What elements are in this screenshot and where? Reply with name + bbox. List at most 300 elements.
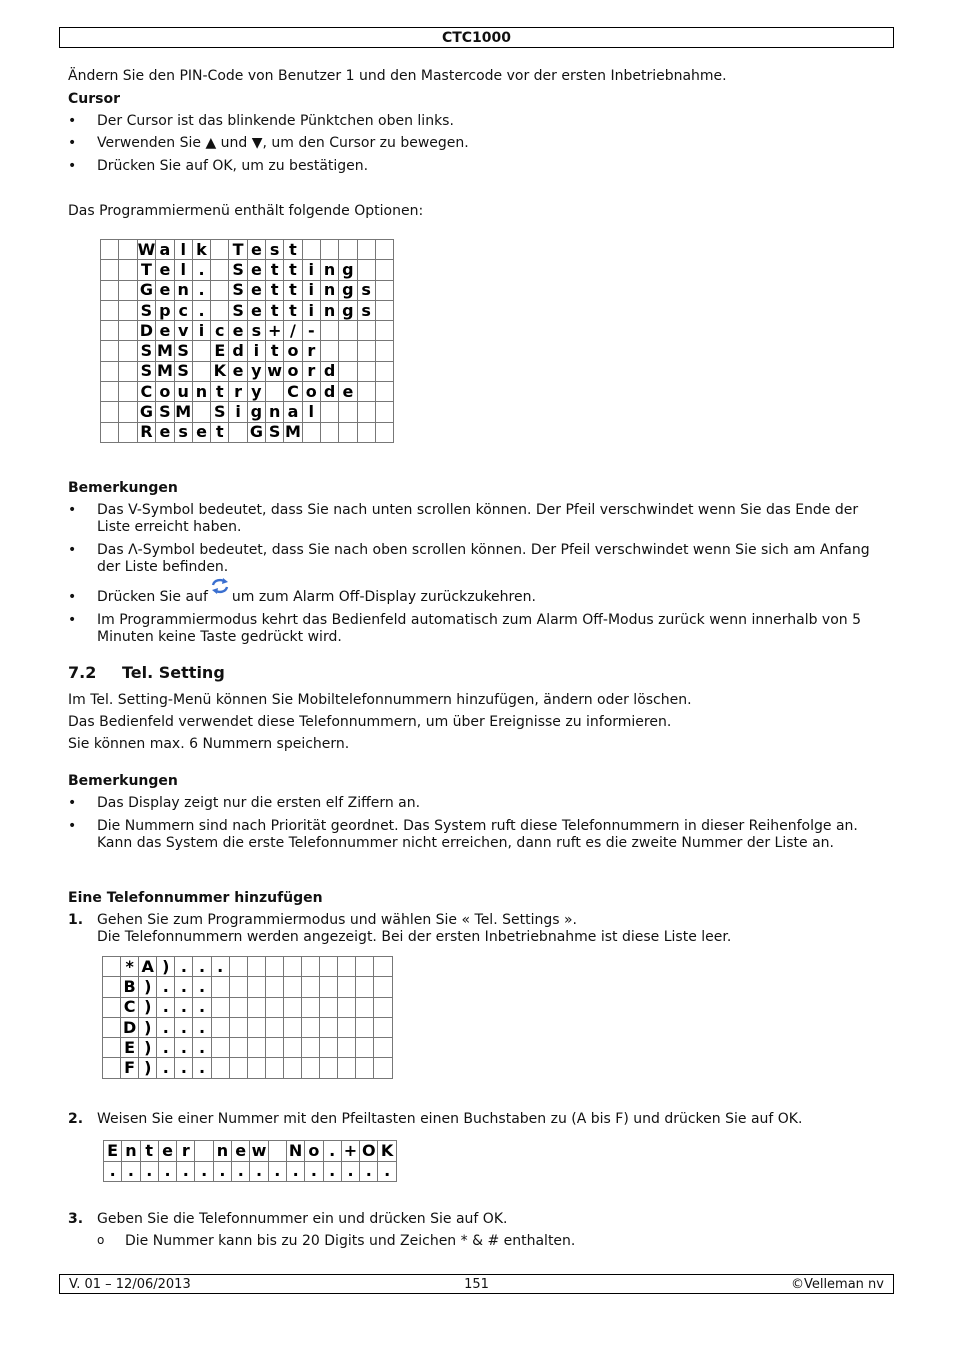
lcd-cell (103, 957, 121, 977)
lcd-cell: T (137, 260, 156, 280)
lcd-cell: t (284, 260, 302, 280)
lcd-cell (265, 997, 283, 1017)
lcd-cell (119, 240, 137, 260)
lcd-cell (101, 300, 119, 320)
lcd-cell (375, 341, 393, 361)
lcd-cell (357, 341, 375, 361)
lcd-cell (339, 341, 357, 361)
lcd-cell (320, 957, 338, 977)
lcd-cell: . (193, 957, 211, 977)
lcd-cell: n (174, 280, 192, 300)
lcd-cell: i (302, 280, 320, 300)
list-item: • Das Display zeigt nur die ersten elf Ziffern an. (68, 795, 421, 811)
lcd-cell: C (284, 382, 302, 402)
lcd-cell: . (193, 1017, 211, 1037)
tel-line: Sie können max. 6 Nummern speichern. (68, 736, 350, 752)
lcd-cell: w (267, 361, 283, 381)
lcd-cell (192, 402, 210, 422)
lcd-cell: e (229, 321, 247, 341)
lcd-cell: n (266, 402, 284, 422)
footer-copyright: ©Velleman nv (790, 1277, 884, 1292)
lcd-cell: G (247, 422, 265, 442)
lcd-cell: * (121, 957, 139, 977)
lcd-cell: . (323, 1141, 341, 1162)
lcd-cell (211, 977, 229, 997)
lcd-cell (320, 977, 338, 997)
lcd-cell (320, 1058, 338, 1078)
lcd-cell (247, 957, 265, 977)
lcd-cell: S (229, 280, 247, 300)
lcd-cell (283, 1058, 301, 1078)
lcd-cell (375, 300, 393, 320)
lcd-cell (338, 1038, 356, 1058)
lcd-cell: T (229, 240, 247, 260)
lcd-cell: t (284, 240, 302, 260)
lcd-cell: i (302, 300, 320, 320)
lcd-cell (302, 957, 320, 977)
lcd-cell (302, 997, 320, 1017)
lcd-cell: a (156, 240, 174, 260)
notes-heading: Bemerkungen (68, 773, 178, 789)
lcd-cell (103, 1058, 121, 1078)
lcd-cell (283, 1038, 301, 1058)
lcd-cell: . (193, 1038, 211, 1058)
lcd-cell: . (192, 260, 210, 280)
lcd-cell (101, 382, 119, 402)
lcd-cell: v (174, 321, 192, 341)
lcd-cell: S (229, 300, 247, 320)
list-item: • Die Nummern sind nach Priorität geordnet. Das System ruft diese Telefonnummern in dieser Reihenfolge an. Kann das System die erste Telefonnummer nicht erreichen, dann ruft es die zweite Nummer der Liste an. (68, 818, 858, 851)
tel-line: Das Bedienfeld verwendet diese Telefonnummern, um über Ereignisse zu informieren. (68, 714, 672, 730)
tel-line: Im Tel. Setting-Menü können Sie Mobiltelefonnummern hinzufügen, ändern oder löschen. (68, 692, 692, 708)
lcd-cell: n (122, 1141, 140, 1162)
lcd-cell (192, 361, 210, 381)
page-footer (59, 1274, 894, 1294)
lcd-cell (229, 957, 247, 977)
lcd-cell: R (137, 422, 156, 442)
lcd-cell (375, 422, 393, 442)
refresh-icon (210, 577, 230, 600)
notes-heading: Bemerkungen (68, 480, 178, 496)
lcd-cell (356, 997, 374, 1017)
lcd-cell: . (157, 1017, 175, 1037)
lcd-cell: d (320, 382, 338, 402)
lcd-cell: C (137, 382, 156, 402)
lcd-cell (339, 361, 357, 381)
lcd-cell (101, 422, 119, 442)
lcd-cell: g (339, 260, 357, 280)
lcd-cell: e (158, 1141, 176, 1162)
lcd-cell (211, 1058, 229, 1078)
lcd-cell (247, 977, 265, 997)
lcd-cell: F (121, 1058, 139, 1078)
lcd-cell (357, 422, 375, 442)
lcd-cell: ) (139, 1038, 157, 1058)
lcd-cell (101, 260, 119, 280)
list-item: • Im Programmiermodus kehrt das Bedienfeld automatisch zum Alarm Off-Modus zurück wenn innerhalb von 5 Minuten keine Taste gedrückt wird. (68, 612, 862, 645)
lcd-cell (211, 260, 229, 280)
lcd-cell (229, 1038, 247, 1058)
list-item: • Der Cursor ist das blinkende Pünktchen oben links. (68, 113, 454, 129)
lcd-cell (374, 977, 392, 997)
lcd-cell: . (104, 1161, 122, 1182)
lcd-cell (265, 977, 283, 997)
list-item: • Verwenden Sie ▲ und ▼, um den Cursor zu bewegen. (68, 135, 469, 151)
lcd-cell: . (323, 1161, 341, 1182)
lcd-cell (119, 260, 137, 280)
lcd-cell: e (229, 361, 247, 381)
lcd-row (101, 382, 394, 402)
lcd-cell: e (192, 422, 210, 442)
lcd-cell (320, 321, 338, 341)
lcd-cell (268, 1141, 286, 1162)
lcd-cell: S (174, 361, 192, 381)
lcd-cell: . (213, 1161, 231, 1182)
lcd-cell: t (284, 280, 302, 300)
lcd-cell (192, 341, 210, 361)
lcd-cell (375, 402, 393, 422)
lcd-cell (320, 341, 338, 361)
lcd-cell (302, 422, 320, 442)
lcd-row (101, 341, 394, 361)
lcd-cell: ) (139, 997, 157, 1017)
lcd-cell (356, 1058, 374, 1078)
lcd-cell (374, 997, 392, 1017)
lcd-cell: S (211, 402, 229, 422)
lcd-cell (338, 1058, 356, 1078)
lcd-cell (356, 977, 374, 997)
lcd-cell: E (104, 1141, 122, 1162)
lcd-cell (320, 422, 338, 442)
lcd-cell (265, 1058, 283, 1078)
lcd-cell: . (192, 280, 210, 300)
lcd-cell: . (175, 1038, 193, 1058)
footer-version: V. 01 – 12/06/2013 (69, 1277, 191, 1292)
lcd-cell (211, 300, 229, 320)
lcd-cell (101, 280, 119, 300)
lcd-cell: c (211, 321, 229, 341)
lcd-cell: B (121, 977, 139, 997)
lcd-cell: o (284, 361, 302, 381)
lcd-cell (320, 402, 338, 422)
lcd-cell (229, 1017, 247, 1037)
lcd-cell: G (137, 402, 156, 422)
add-heading: Eine Telefonnummer hinzufügen (68, 890, 323, 906)
list-item: • Das V-Symbol bedeutet, dass Sie nach unten scrollen können. Der Pfeil verschwindet wenn Sie das Ende der Liste erreicht haben. (68, 502, 859, 535)
lcd-cell: . (157, 997, 175, 1017)
lcd-cell: e (247, 280, 265, 300)
lcd-cell: y (247, 382, 265, 402)
lcd-cell (101, 361, 119, 381)
lcd-cell: e (339, 382, 357, 402)
lcd-cell (374, 957, 392, 977)
lcd-cell (338, 957, 356, 977)
list-item: • Drücken Sie auf OK, um zu bestätigen. (68, 158, 369, 174)
lcd-cell: . (211, 957, 229, 977)
lcd-cell: d (229, 341, 247, 361)
lcd-cell (247, 997, 265, 1017)
lcd-cell (320, 997, 338, 1017)
lcd-row (101, 422, 394, 442)
lcd-cell: a (284, 402, 302, 422)
lcd-row (103, 1017, 393, 1037)
lcd-cell (338, 977, 356, 997)
lcd-cell (247, 1017, 265, 1037)
lcd-cell (103, 1017, 121, 1037)
lcd-cell: l (174, 240, 192, 260)
lcd-cell (374, 1038, 392, 1058)
lcd-cell: C (121, 997, 139, 1017)
lcd-cell: n (320, 300, 338, 320)
lcd-cell: E (211, 341, 229, 361)
lcd-cell (119, 341, 137, 361)
lcd-cell (103, 997, 121, 1017)
lcd-cell (211, 997, 229, 1017)
step-3: 3. Geben Sie die Telefonnummer ein und drücken Sie auf OK. (68, 1211, 508, 1227)
lcd-cell: o (305, 1141, 323, 1162)
lcd-cell: . (286, 1161, 304, 1182)
lcd-cell (103, 977, 121, 997)
lcd-cell (283, 997, 301, 1017)
lcd-cell (375, 361, 393, 381)
lcd-cell: t (266, 280, 284, 300)
lcd-cell: ) (157, 957, 175, 977)
lcd-row (103, 997, 393, 1017)
lcd-cell (339, 422, 357, 442)
lcd-cell (338, 997, 356, 1017)
lcd-cell: e (156, 422, 174, 442)
lcd-cell (103, 1038, 121, 1058)
menu-intro: Das Programmiermenü enthält folgende Optionen: (68, 203, 424, 219)
lcd-cell (339, 240, 357, 260)
lcd-cell (302, 1017, 320, 1037)
lcd-cell: s (357, 280, 375, 300)
lcd-cell: s (247, 321, 265, 341)
lcd-cell: e (156, 260, 174, 280)
lcd-cell: M (175, 402, 192, 422)
lcd-cell: o (156, 382, 174, 402)
lcd-cell: w (251, 1140, 267, 1160)
lcd-cell: c (174, 300, 192, 320)
lcd-cell: . (193, 997, 211, 1017)
lcd-cell: . (378, 1161, 396, 1182)
lcd-cell (374, 1058, 392, 1078)
lcd-cell: . (157, 977, 175, 997)
lcd-cell: S (137, 361, 156, 381)
lcd-cell: i (229, 402, 247, 422)
lcd-row (101, 300, 394, 320)
lcd-cell (357, 321, 375, 341)
lcd-cell: . (341, 1161, 359, 1182)
lcd-row (101, 260, 394, 280)
lcd-cell (101, 240, 119, 260)
lcd-cell (101, 321, 119, 341)
lcd-cell: t (266, 341, 284, 361)
lcd-cell: s (266, 240, 284, 260)
lcd-cell: i (302, 260, 320, 280)
lcd-cell: o (302, 382, 320, 402)
lcd-cell (211, 240, 229, 260)
lcd-cell (375, 260, 393, 280)
lcd-cell (283, 1017, 301, 1037)
lcd-cell: e (247, 260, 265, 280)
lcd-row (101, 240, 394, 260)
lcd-cell: . (305, 1161, 323, 1182)
intro-text: Ändern Sie den PIN-Code von Benutzer 1 und den Mastercode vor der ersten Inbetriebnahme. (68, 68, 727, 84)
lcd-cell: ) (139, 977, 157, 997)
lcd-cell (283, 957, 301, 977)
lcd-cell: e (156, 321, 174, 341)
lcd-cell: S (156, 402, 174, 422)
lcd-cell (357, 240, 375, 260)
lcd-cell (119, 321, 137, 341)
lcd-cell (357, 260, 375, 280)
lcd-cell (356, 957, 374, 977)
lcd-row (103, 977, 393, 997)
lcd-cell: E (121, 1038, 139, 1058)
lcd-cell (265, 1017, 283, 1037)
lcd-cell: e (247, 300, 265, 320)
lcd-cell: K (211, 361, 229, 381)
lcd-cell: O (360, 1141, 378, 1162)
lcd-cell (357, 361, 375, 381)
lcd-cell (229, 422, 247, 442)
lcd-cell (302, 240, 320, 260)
lcd-cell (119, 280, 137, 300)
lcd-row (101, 402, 394, 422)
lcd-row (101, 321, 394, 341)
lcd-cell: . (175, 957, 193, 977)
lcd-cell (229, 1058, 247, 1078)
lcd-cell: N (286, 1141, 304, 1162)
lcd-cell: e (232, 1141, 250, 1162)
lcd-cell (229, 977, 247, 997)
lcd-cell: n (192, 382, 210, 402)
lcd-cell (265, 957, 283, 977)
lcd-cell: S (137, 300, 156, 320)
lcd-cell (119, 382, 137, 402)
lcd-cell: g (339, 280, 357, 300)
lcd-cell: g (247, 402, 265, 422)
lcd-cell: . (157, 1058, 175, 1078)
lcd-cell (195, 1141, 213, 1162)
lcd-row (103, 957, 393, 977)
lcd-cell: y (247, 361, 265, 381)
enter-lcd-grid (103, 1140, 397, 1182)
lcd-cell: t (284, 300, 302, 320)
section-heading: 7.2 Tel. Setting (68, 663, 225, 682)
lcd-cell: s (357, 300, 375, 320)
lcd-cell: + (341, 1141, 359, 1162)
lcd-cell: . (177, 1161, 195, 1182)
lcd-cell (119, 402, 137, 422)
lcd-cell: u (174, 382, 192, 402)
lcd-cell (375, 382, 393, 402)
lcd-cell (320, 1017, 338, 1037)
lcd-cell (356, 1038, 374, 1058)
lcd-cell: n (320, 280, 338, 300)
lcd-cell: ) (139, 1058, 157, 1078)
lcd-cell: k (192, 240, 210, 260)
lcd-row (104, 1161, 397, 1182)
lcd-cell (266, 382, 284, 402)
lcd-cell: t (211, 382, 229, 402)
lcd-cell: . (193, 977, 211, 997)
lcd-row (103, 1058, 393, 1078)
lcd-cell (357, 402, 375, 422)
lcd-cell (211, 280, 229, 300)
list-item: • Das Λ-Symbol bedeutet, dass Sie nach oben scrollen können. Der Pfeil verschwindet wenn Sie sich am Anfang der Liste befinden. (68, 542, 870, 575)
lcd-cell: S (137, 341, 156, 361)
lcd-cell: . (175, 997, 193, 1017)
lcd-cell: + (266, 321, 284, 341)
lcd-cell: r (177, 1141, 195, 1162)
lcd-cell (101, 402, 119, 422)
lcd-cell: G (137, 280, 156, 300)
lcd-cell: . (232, 1161, 250, 1182)
lcd-cell: S (174, 341, 192, 361)
lcd-cell: i (192, 321, 210, 341)
lcd-cell: s (174, 422, 192, 442)
lcd-cell (283, 977, 301, 997)
lcd-cell (320, 1038, 338, 1058)
lcd-cell (338, 1017, 356, 1037)
lcd-cell (101, 341, 119, 361)
page-number: 151 (464, 1277, 489, 1292)
lcd-cell: d (320, 361, 338, 381)
lcd-cell: e (247, 240, 265, 260)
lcd-cell: g (339, 300, 357, 320)
lcd-cell: D (137, 321, 156, 341)
lcd-cell (211, 1017, 229, 1037)
lcd-cell (265, 1038, 283, 1058)
lcd-cell: . (140, 1161, 158, 1182)
lcd-cell (320, 240, 338, 260)
lcd-cell: r (302, 361, 320, 381)
lcd-cell (302, 1038, 320, 1058)
lcd-row (104, 1141, 397, 1162)
lcd-cell (247, 1038, 265, 1058)
lcd-cell: S (266, 422, 284, 442)
lcd-cell (339, 321, 357, 341)
lcd-cell (119, 361, 137, 381)
lcd-cell: r (229, 382, 247, 402)
lcd-cell: M (156, 341, 173, 361)
lcd-cell (339, 402, 357, 422)
lcd-cell: . (268, 1161, 286, 1182)
lcd-cell: . (192, 300, 210, 320)
lcd-cell: o (284, 341, 302, 361)
lcd-cell (119, 422, 137, 442)
lcd-cell: n (213, 1141, 231, 1162)
lcd-row (101, 361, 394, 381)
page-header: CTC1000 (59, 27, 894, 48)
lcd-cell: l (174, 260, 192, 280)
lcd-cell: e (156, 280, 174, 300)
menu-lcd-grid (100, 239, 394, 443)
lcd-cell: n (320, 260, 338, 280)
lcd-cell (357, 382, 375, 402)
lcd-cell: . (158, 1161, 176, 1182)
lcd-cell: . (195, 1161, 213, 1182)
lcd-cell: K (378, 1141, 396, 1162)
lcd-cell: M (156, 361, 173, 381)
lcd-cell: . (175, 977, 193, 997)
lcd-cell: A (139, 957, 157, 977)
lcd-cell: . (250, 1161, 268, 1182)
lcd-cell: / (284, 321, 302, 341)
lcd-cell (356, 1017, 374, 1037)
